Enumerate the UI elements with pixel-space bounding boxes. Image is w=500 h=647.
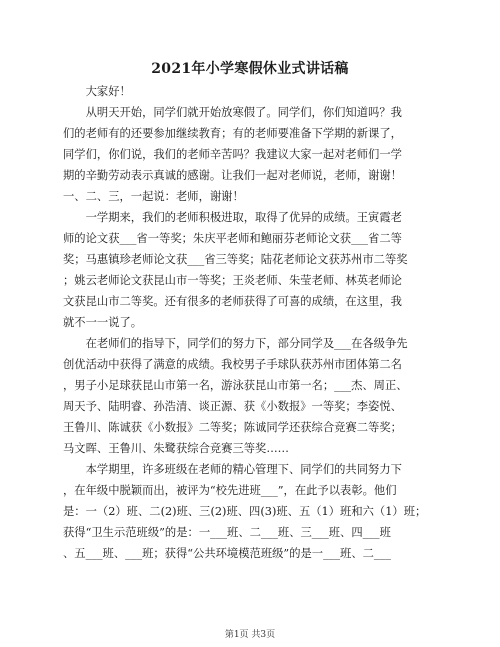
text-line: 一学期来，我们的老师积极进取，取得了优异的成绩。王寅霞老 bbox=[63, 211, 402, 224]
text-line: 、五___班、___班；获得“公共环境模范班级”的是一___班、二___ bbox=[63, 547, 391, 560]
page-title: 2021年小学寒假休业式讲话稿 bbox=[151, 61, 349, 77]
text-line: 王鲁川、陈诚获《小数报》二等奖；陈诚同学还获综合竞赛二等奖； bbox=[63, 421, 402, 434]
text-line: 是：一（2）班、二(2)班、三(2)班、四(3)班、五（1）班和六（1）班； bbox=[63, 505, 427, 518]
paragraph bbox=[63, 459, 445, 564]
text-line: 一、二、三，一起说：老师，谢谢！ bbox=[63, 190, 244, 203]
text-line: 马文晖、王鲁川、朱鹭获综合竞赛三等奖…… bbox=[63, 442, 289, 455]
text-line: 们的老师有的还要参加继续教育；有的老师要准备下学期的新课了， bbox=[63, 127, 402, 140]
text-line: 大家好！ bbox=[63, 85, 131, 98]
text-line: 奖；马惠镇珍老师论文获___省三等奖；陆花老师论文获苏州市二等奖 bbox=[63, 253, 408, 266]
text-line: 从明天开始，同学们就开始放寒假了。同学们，你们知道吗？我 bbox=[63, 106, 402, 119]
paragraph bbox=[63, 207, 445, 333]
paragraph bbox=[63, 333, 445, 459]
page-footer: 第1页 共3页 bbox=[224, 630, 276, 640]
document-body bbox=[63, 81, 445, 564]
text-line: ，男子小足球获昆山市第一名，游泳获昆山市第一名；___杰、周正、 bbox=[63, 379, 408, 392]
paragraph bbox=[63, 81, 445, 102]
paragraph bbox=[63, 102, 445, 207]
text-line: 就不一一说了。 bbox=[63, 316, 143, 329]
text-line: 获得“卫生示范班级”的是：一___班、二___班、三___班、四___班 bbox=[63, 526, 391, 539]
text-line: ；姚云老师论文获昆山市一等奖；王炎老师、朱莹老师、林英老师论 bbox=[63, 274, 402, 287]
text-line: 同学们，你们说，我们的老师辛苦吗？我建议大家一起对老师们一学 bbox=[63, 148, 402, 161]
text-line: 文获昆山市二等奖。还有很多的老师获得了可喜的成绩，在这里，我 bbox=[63, 295, 402, 308]
text-line: ，在年级中脱颖而出，被评为“校先进班___”，在此予以表彰。他们 bbox=[63, 484, 397, 497]
text-line: 本学期里，许多班级在老师的精心管理下、同学们的共同努力下 bbox=[63, 463, 402, 476]
text-line: 期的辛勤劳动表示真诚的感谢。让我们一起对老师说，老师，谢谢！ bbox=[63, 169, 402, 182]
text-line: 周天予、陆明睿、孙浩清、谈正源、获《小数报》一等奖；李姿悦、 bbox=[63, 400, 402, 413]
text-line: 师的论文获___省一等奖；朱庆平老师和鲍丽芬老师论文获___省二等 bbox=[63, 232, 402, 245]
text-line: 创优活动中获得了满意的成绩。我校男子手球队获苏州市团体第二名 bbox=[63, 358, 402, 371]
text-line: 在老师们的指导下，同学们的努力下，部分同学及___在各级争先 bbox=[63, 337, 408, 350]
